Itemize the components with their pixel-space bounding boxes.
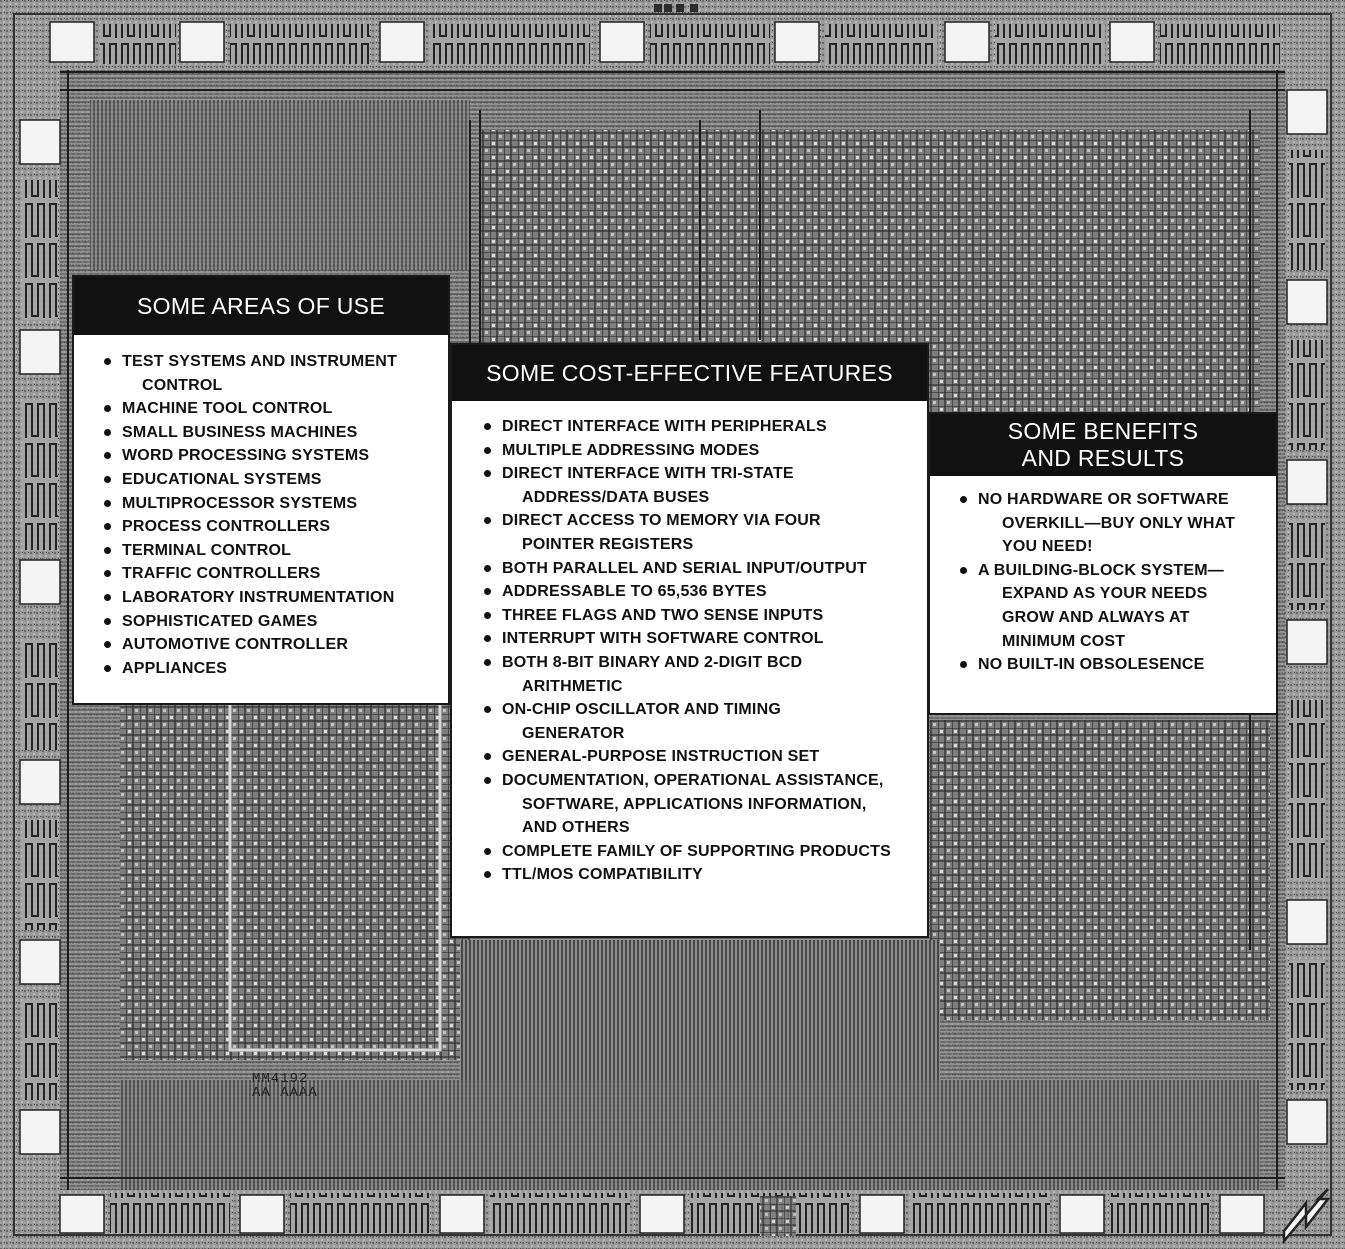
feature-item-continuation: ARITHMETIC bbox=[522, 677, 623, 695]
feature-item bbox=[502, 580, 919, 604]
feature-item-continuation: ADDRESS/DATA BUSES bbox=[522, 488, 710, 506]
feature-item bbox=[502, 415, 919, 439]
benefits-panel bbox=[928, 412, 1278, 715]
area-of-use-item bbox=[122, 539, 436, 563]
area-of-use-item bbox=[122, 444, 436, 468]
benefit-item-continuation: EXPAND AS YOUR NEEDS bbox=[1002, 585, 1208, 603]
benefit-item bbox=[978, 653, 1268, 677]
benefits-list bbox=[978, 488, 1268, 677]
feature-item bbox=[502, 840, 919, 864]
area-of-use-item bbox=[122, 657, 436, 681]
area-of-use-item-text: MULTIPROCESSOR SYSTEMS bbox=[122, 494, 358, 512]
feature-item bbox=[502, 863, 919, 887]
feature-item-continuation: GENERATOR bbox=[522, 724, 625, 742]
feature-item-text: ADDRESSABLE TO 65,536 BYTES bbox=[502, 583, 767, 601]
area-of-use-item bbox=[122, 586, 436, 610]
benefit-item-text: NO BUILT-IN OBSOLESENCE bbox=[978, 656, 1205, 674]
feature-item-text: GENERAL-PURPOSE INSTRUCTION SET bbox=[502, 748, 820, 766]
benefit-item-continuation: OVERKILL—BUY ONLY WHAT bbox=[1002, 514, 1236, 532]
chip-marking-line2: AA AAAA bbox=[252, 1085, 318, 1101]
chip-marking-line1: MM4192 bbox=[252, 1071, 309, 1087]
area-of-use-item-text: PROCESS CONTROLLERS bbox=[122, 518, 331, 536]
feature-item bbox=[502, 627, 919, 651]
feature-item-text: BOTH 8-BIT BINARY AND 2-DIGIT BCD bbox=[502, 653, 803, 671]
features-list bbox=[502, 415, 919, 887]
area-of-use-item-text: AUTOMOTIVE CONTROLLER bbox=[122, 636, 349, 654]
feature-item bbox=[502, 462, 919, 509]
area-of-use-item-text: MACHINE TOOL CONTROL bbox=[122, 400, 333, 418]
feature-item bbox=[502, 557, 919, 581]
feature-item-text: TTL/MOS COMPATIBILITY bbox=[502, 866, 703, 884]
area-of-use-item-text: APPLIANCES bbox=[122, 659, 228, 677]
feature-item-text: MULTIPLE ADDRESSING MODES bbox=[502, 441, 760, 459]
area-of-use-item-text: SMALL BUSINESS MACHINES bbox=[122, 423, 358, 441]
feature-item bbox=[502, 745, 919, 769]
feature-item bbox=[502, 604, 919, 628]
area-of-use-item bbox=[122, 421, 436, 445]
area-of-use-item bbox=[122, 515, 436, 539]
feature-item bbox=[502, 769, 919, 840]
feature-item-continuation: POINTER REGISTERS bbox=[522, 535, 694, 553]
area-of-use-item-text: TRAFFIC CONTROLLERS bbox=[122, 565, 321, 583]
area-of-use-item-text: TERMINAL CONTROL bbox=[122, 541, 292, 559]
benefits-title-line2: AND RESULTS bbox=[1021, 445, 1185, 471]
cost-effective-features-panel bbox=[450, 343, 929, 938]
feature-item-text: INTERRUPT WITH SOFTWARE CONTROL bbox=[502, 630, 824, 648]
feature-item bbox=[502, 698, 919, 745]
feature-item-continuation: SOFTWARE, APPLICATIONS INFORMATION, bbox=[522, 795, 867, 813]
benefit-item-text: A BUILDING-BLOCK SYSTEM— bbox=[978, 561, 1224, 579]
lightning-logo-icon bbox=[1276, 1185, 1336, 1245]
chip-marking bbox=[252, 1072, 342, 1100]
area-of-use-item-text: TEST SYSTEMS AND INSTRUMENT bbox=[122, 353, 398, 370]
areas-of-use-panel bbox=[72, 275, 450, 705]
feature-item-text: DIRECT INTERFACE WITH TRI-STATE bbox=[502, 465, 794, 483]
feature-item-text: BOTH PARALLEL AND SERIAL INPUT/OUTPUT bbox=[502, 559, 868, 577]
features-title: SOME COST-EFFECTIVE FEATURES bbox=[452, 345, 927, 401]
benefit-item bbox=[978, 488, 1268, 559]
area-of-use-item-text: LABORATORY INSTRUMENTATION bbox=[122, 588, 395, 606]
area-of-use-item-text: SOPHISTICATED GAMES bbox=[122, 612, 318, 630]
areas-of-use-list bbox=[122, 350, 436, 680]
area-of-use-item bbox=[122, 397, 436, 421]
benefit-item bbox=[978, 559, 1268, 653]
benefit-item-text: NO HARDWARE OR SOFTWARE bbox=[978, 491, 1229, 508]
area-of-use-item bbox=[122, 350, 436, 397]
feature-item bbox=[502, 439, 919, 463]
feature-item-text: ON-CHIP OSCILLATOR AND TIMING bbox=[502, 701, 781, 719]
feature-item-continuation: AND OTHERS bbox=[522, 819, 630, 837]
feature-item-text: THREE FLAGS AND TWO SENSE INPUTS bbox=[502, 606, 824, 624]
feature-item bbox=[502, 509, 919, 556]
feature-item bbox=[502, 651, 919, 698]
area-of-use-item-continuation: CONTROL bbox=[142, 376, 223, 394]
areas-of-use-title: SOME AREAS OF USE bbox=[74, 277, 448, 335]
feature-item-text: DOCUMENTATION, OPERATIONAL ASSISTANCE, bbox=[502, 771, 884, 789]
area-of-use-item bbox=[122, 492, 436, 516]
area-of-use-item bbox=[122, 610, 436, 634]
benefit-item-continuation: MINIMUM COST bbox=[1002, 632, 1126, 650]
benefits-title-line1: SOME BENEFITS bbox=[1007, 418, 1199, 444]
feature-item-text: DIRECT INTERFACE WITH PERIPHERALS bbox=[502, 418, 827, 435]
benefit-item-continuation: GROW AND ALWAYS AT bbox=[1002, 608, 1190, 626]
feature-item-text: DIRECT ACCESS TO MEMORY VIA FOUR bbox=[502, 512, 821, 530]
benefits-title bbox=[930, 414, 1276, 476]
feature-item-text: COMPLETE FAMILY OF SUPPORTING PRODUCTS bbox=[502, 842, 891, 860]
area-of-use-item bbox=[122, 468, 436, 492]
area-of-use-item-text: EDUCATIONAL SYSTEMS bbox=[122, 470, 322, 488]
area-of-use-item-text: WORD PROCESSING SYSTEMS bbox=[122, 447, 370, 465]
benefit-item-continuation: YOU NEED! bbox=[1002, 538, 1093, 556]
area-of-use-item bbox=[122, 633, 436, 657]
area-of-use-item bbox=[122, 562, 436, 586]
